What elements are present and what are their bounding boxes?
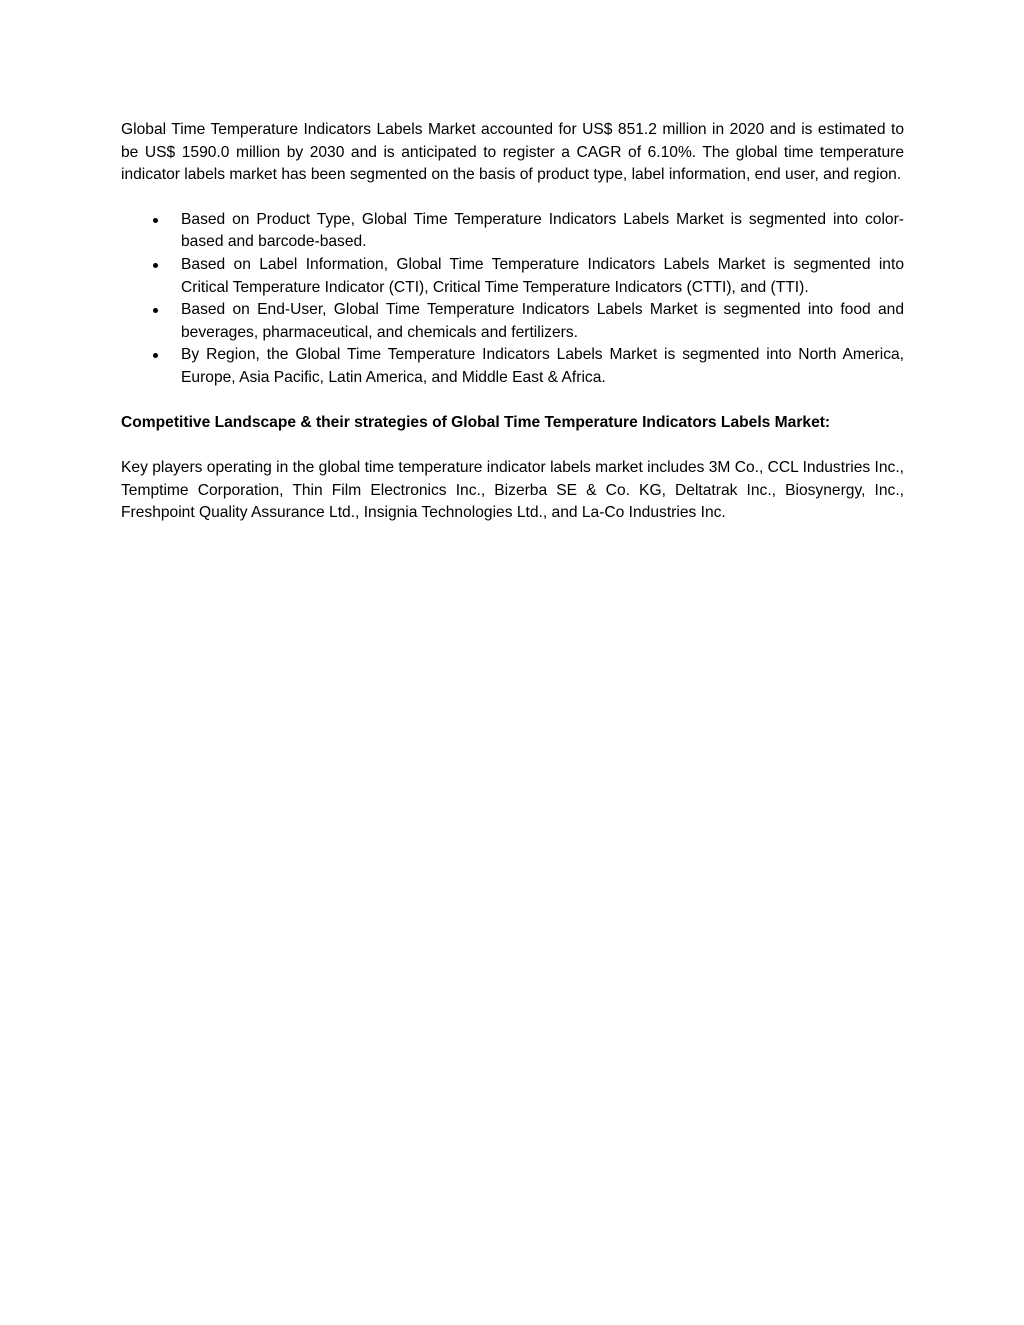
list-item	[121, 254, 904, 299]
list-item	[121, 299, 904, 344]
bullet-icon	[153, 308, 158, 313]
list-item	[121, 209, 904, 254]
list-item-text: Based on End-User, Global Time Temperature Indicators Labels Market is segmented into food and beverages, pharmaceutical, and chemicals and fertilizers.	[181, 301, 904, 341]
key-players-paragraph: Key players operating in the global time temperature indicator labels market includes 3M Co., CCL Industries Inc., Temptime Corporation, Thin Film Electronics Inc., Bizerba SE & Co. KG, Deltatrak Inc., Biosynergy, Inc., Freshpoint Quality Assurance Ltd., Insignia Technologies Ltd., and La-Co Industries Inc.	[121, 459, 904, 522]
list-item-text: Based on Label Information, Global Time Temperature Indicators Labels Market is segmented into Critical Temperature Indicator (CTI), Critical Time Temperature Indicators (CTTI), and (TTI).	[181, 255, 904, 296]
intro-paragraph: Global Time Temperature Indicators Labels Market accounted for US$ 851.2 million in 2020 and is estimated to be US$ 1590.0 million by 2030 and is anticipated to register a CAGR of 6.10%. The global time temperature indicator labels market has been segmented on the basis of product type, label information, end user, and region.	[121, 121, 904, 184]
bullet-icon	[153, 353, 158, 358]
segmentation-list	[121, 209, 904, 390]
list-item	[121, 344, 904, 389]
document-page	[121, 119, 904, 525]
bullet-icon	[153, 218, 158, 223]
bullet-icon	[153, 263, 158, 268]
section-heading: Competitive Landscape & their strategies of Global Time Temperature Indicators Labels Market:	[121, 413, 831, 431]
list-item-text: Based on Product Type, Global Time Temperature Indicators Labels Market is segmented into color-based and barcode-based.	[181, 210, 904, 251]
list-item-text: By Region, the Global Time Temperature Indicators Labels Market is segmented into North America, Europe, Asia Pacific, Latin America, and Middle East & Africa.	[181, 346, 904, 386]
